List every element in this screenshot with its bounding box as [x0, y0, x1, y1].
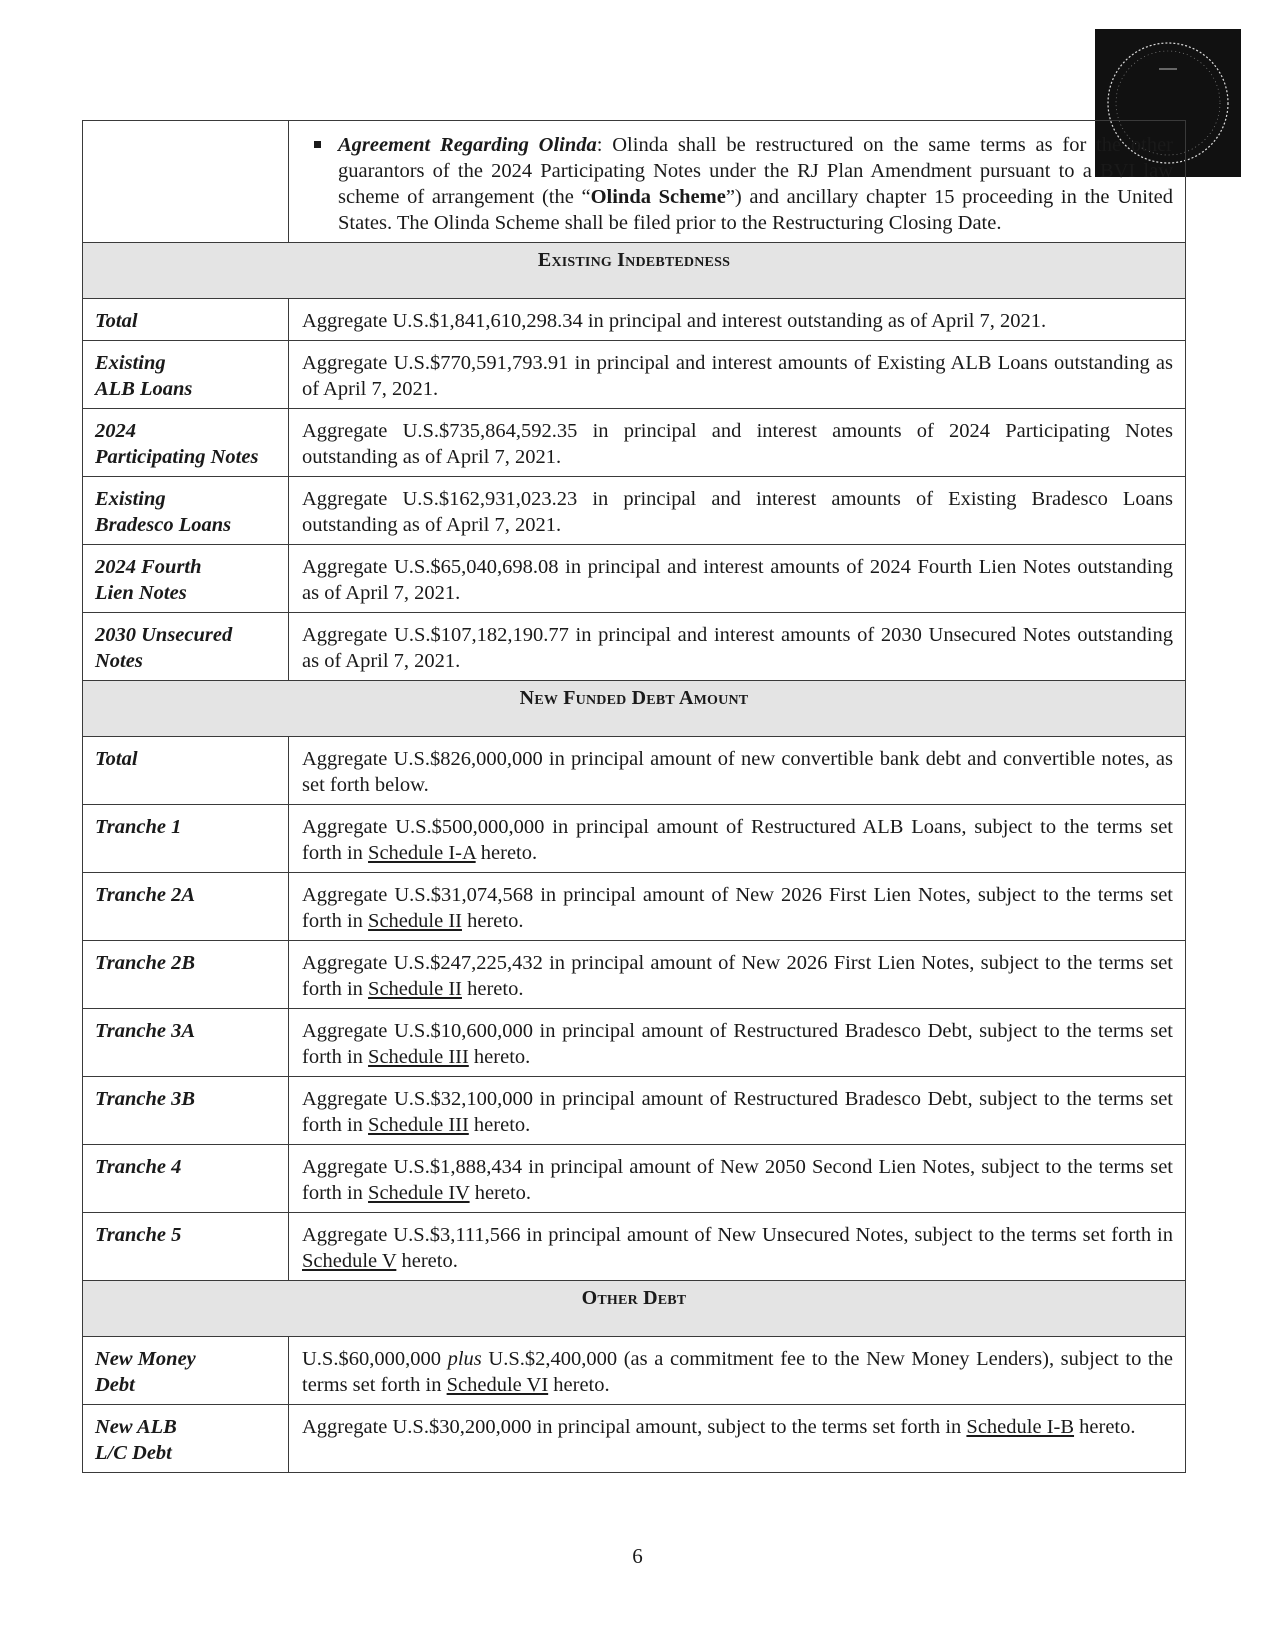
- row-text: Aggregate U.S.$32,100,000 in principal amount of Restructured Bradesco Debt, subject to the terms set forth in Schedule III hereto.: [289, 1077, 1186, 1145]
- section-heading: New Funded Debt Amount: [83, 681, 1186, 737]
- page-number: 6: [632, 1544, 643, 1568]
- schedule-reference: Schedule I-A: [368, 842, 476, 864]
- schedule-reference: Schedule V: [302, 1250, 397, 1272]
- schedule-reference: Schedule II: [368, 978, 462, 1000]
- row-label: Total: [83, 737, 289, 805]
- section-existing-indebtedness: [83, 243, 1186, 299]
- row-text: Aggregate U.S.$1,888,434 in principal amount of New 2050 Second Lien Notes, subject to the terms set forth in Schedule IV hereto.: [289, 1145, 1186, 1213]
- table-row: [83, 409, 1186, 477]
- olinda-defined-term: Olinda Scheme: [590, 186, 726, 208]
- row-text: Aggregate U.S.$65,040,698.08 in principal and interest amounts of 2024 Fourth Lien Notes outstanding as of April 7, 2021.: [289, 545, 1186, 613]
- schedule-reference: Schedule VI: [446, 1374, 549, 1396]
- schedule-reference: Schedule I-B: [966, 1416, 1075, 1438]
- row-text: Aggregate U.S.$31,074,568 in principal amount of New 2026 First Lien Notes, subject to the terms set forth in Schedule II hereto.: [289, 873, 1186, 941]
- row-label: Tranche 3B: [83, 1077, 289, 1145]
- row-label: Tranche 2B: [83, 941, 289, 1009]
- table-row: [83, 613, 1186, 681]
- table-row: [83, 1145, 1186, 1213]
- table-row: [83, 805, 1186, 873]
- olinda-text-1: : Olinda shall be restructured on the same terms as for the other guarantors of the 2024 Participating Notes under the RJ Plan Amendment pursuant to a BVI law scheme of arrangement (the “: [338, 134, 1174, 208]
- table-row: [83, 1405, 1186, 1473]
- row-label: 2024 Fourth Lien Notes: [83, 545, 289, 613]
- row-label: Tranche 5: [83, 1213, 289, 1281]
- table-row: [83, 341, 1186, 409]
- row-label: New ALB L/C Debt: [83, 1405, 289, 1473]
- row-label: Existing ALB Loans: [83, 341, 289, 409]
- row-label: Tranche 4: [83, 1145, 289, 1213]
- table-row: [83, 1009, 1186, 1077]
- row-text: Aggregate U.S.$770,591,793.91 in principal and interest amounts of Existing ALB Loans outstanding as of April 7, 2021.: [289, 341, 1186, 409]
- table-row: [83, 873, 1186, 941]
- row-label: Total: [83, 299, 289, 341]
- row-text: Aggregate U.S.$30,200,000 in principal amount, subject to the terms set forth in Schedule I-B hereto.: [289, 1405, 1186, 1473]
- row-text: Aggregate U.S.$162,931,023.23 in principal and interest amounts of Existing Bradesco Loans outstanding as of April 7, 2021.: [289, 477, 1186, 545]
- table-row: [83, 299, 1186, 341]
- row-text: Aggregate U.S.$3,111,566 in principal amount of New Unsecured Notes, subject to the terms set forth in Schedule V hereto.: [289, 1213, 1186, 1281]
- table-row: [83, 1213, 1186, 1281]
- empty-label-cell: [83, 121, 289, 243]
- olinda-text-2: ”) and ancillary chapter 15 proceeding in the United States. The Olinda Scheme shall be filed prior to the Restructuring Closing Date.: [338, 186, 1173, 234]
- row-text: Aggregate U.S.$735,864,592.35 in principal and interest amounts of 2024 Participating Notes outstanding as of April 7, 2021.: [289, 409, 1186, 477]
- row-label: Tranche 2A: [83, 873, 289, 941]
- schedule-reference: Schedule III: [368, 1046, 469, 1068]
- table-row: [83, 477, 1186, 545]
- table-row: [83, 941, 1186, 1009]
- row-text: Aggregate U.S.$10,600,000 in principal amount of Restructured Bradesco Debt, subject to the terms set forth in Schedule III hereto.: [289, 1009, 1186, 1077]
- row-label: Tranche 3A: [83, 1009, 289, 1077]
- section-other-debt: [83, 1281, 1186, 1337]
- olinda-lead: Agreement Regarding Olinda: [338, 134, 597, 156]
- row-text: Aggregate U.S.$1,841,610,298.34 in principal and interest outstanding as of April 7, 2021.: [289, 299, 1186, 341]
- row-label: Existing Bradesco Loans: [83, 477, 289, 545]
- row-text: Aggregate U.S.$107,182,190.77 in principal and interest amounts of 2030 Unsecured Notes outstanding as of April 7, 2021.: [289, 613, 1186, 681]
- section-heading: Other Debt: [83, 1281, 1186, 1337]
- schedule-reference: Schedule IV: [368, 1182, 470, 1204]
- row-label: New Money Debt: [83, 1337, 289, 1405]
- section-new-funded-debt: [83, 681, 1186, 737]
- section-heading: Existing Indebtedness: [83, 243, 1186, 299]
- table-row: [83, 545, 1186, 613]
- row-text: Aggregate U.S.$826,000,000 in principal amount of new convertible bank debt and convertible notes, as set forth below.: [289, 737, 1186, 805]
- bullet-square-icon: [314, 141, 321, 148]
- table-row: [83, 1337, 1186, 1405]
- schedule-reference: Schedule III: [368, 1114, 469, 1136]
- olinda-row: [83, 121, 1186, 243]
- table-row: [83, 737, 1186, 805]
- olinda-cell: [289, 121, 1186, 243]
- row-label: 2030 Unsecured Notes: [83, 613, 289, 681]
- schedule-reference: Schedule II: [368, 910, 462, 932]
- row-label: 2024 Participating Notes: [83, 409, 289, 477]
- row-text: Aggregate U.S.$247,225,432 in principal amount of New 2026 First Lien Notes, subject to the terms set forth in Schedule II hereto.: [289, 941, 1186, 1009]
- row-text: Aggregate U.S.$500,000,000 in principal amount of Restructured ALB Loans, subject to the terms set forth in Schedule I-A hereto.: [289, 805, 1186, 873]
- row-text: U.S.$60,000,000 plus U.S.$2,400,000 (as a commitment fee to the New Money Lenders), subject to the terms set forth in Schedule VI hereto.: [289, 1337, 1186, 1405]
- row-label: Tranche 1: [83, 805, 289, 873]
- table-row: [83, 1077, 1186, 1145]
- term-sheet-table: [82, 120, 1186, 1473]
